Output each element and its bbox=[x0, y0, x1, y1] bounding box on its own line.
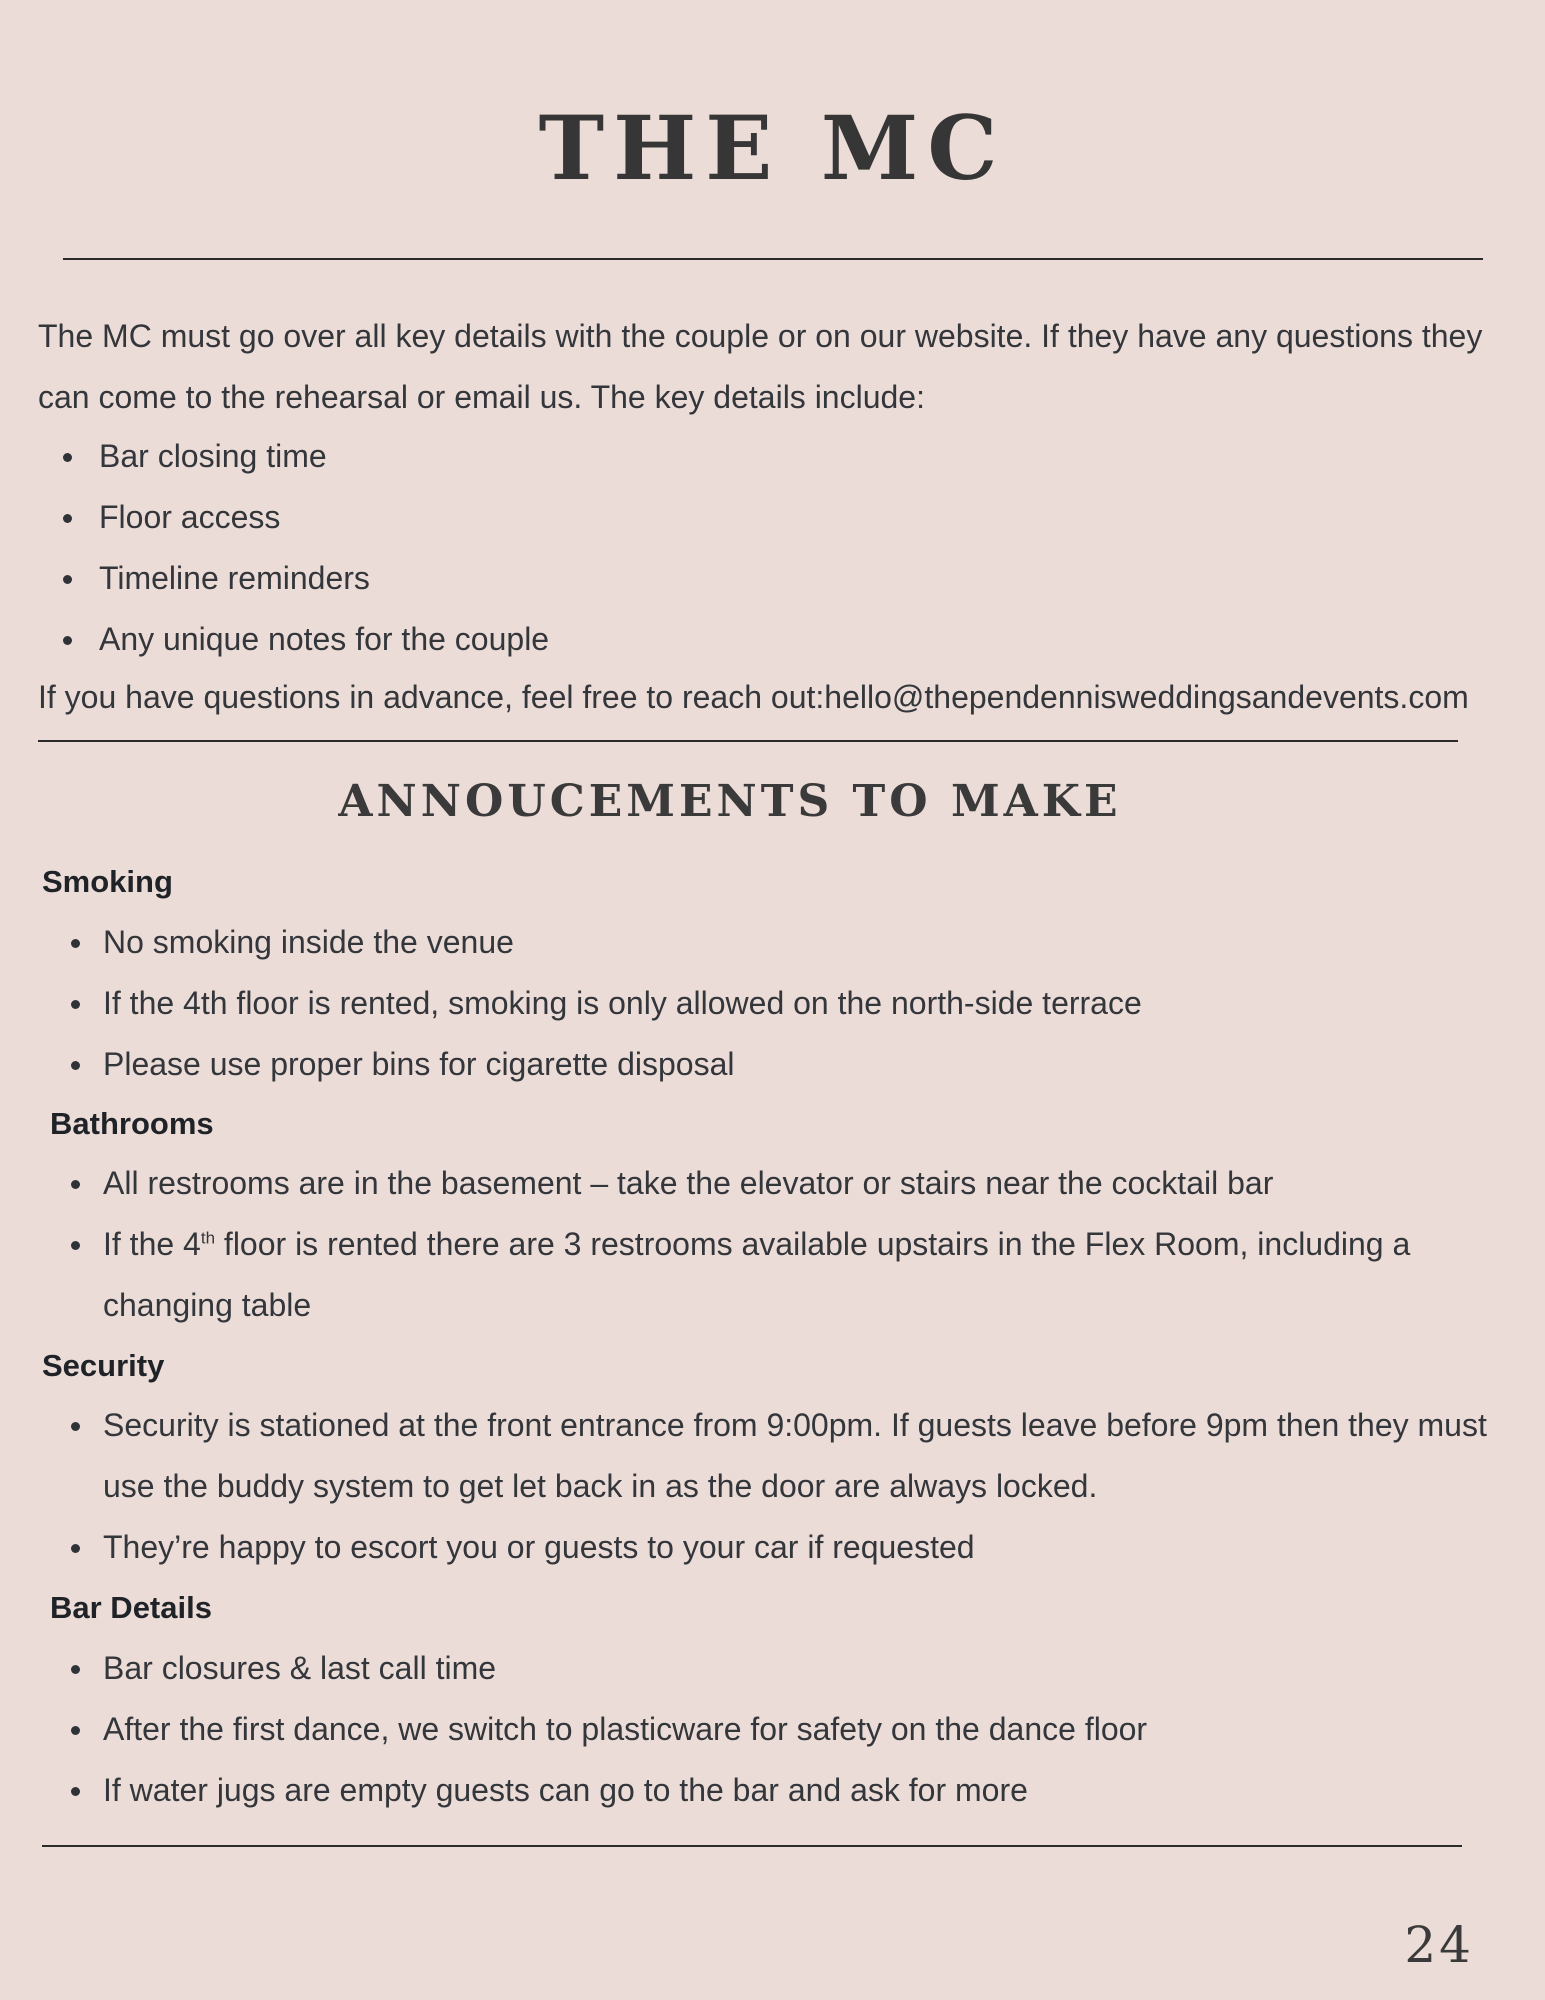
list-item: If water jugs are empty guests can go to the bar and ask for more bbox=[42, 1760, 1492, 1821]
security-heading: Security bbox=[42, 1348, 165, 1383]
smoking-list bbox=[42, 912, 1492, 1095]
security-list bbox=[42, 1395, 1492, 1578]
ordinal-suffix: th bbox=[200, 1228, 216, 1248]
list-item: Bar closures & last call time bbox=[42, 1638, 1492, 1699]
bathrooms-heading: Bathrooms bbox=[50, 1106, 214, 1141]
list-item bbox=[42, 1214, 1492, 1336]
title-divider bbox=[63, 258, 1483, 260]
list-item: All restrooms are in the basement – take the elevator or stairs near the cocktail bar bbox=[42, 1153, 1492, 1214]
list-item: Bar closing time bbox=[38, 426, 1438, 487]
list-item: After the first dance, we switch to plasticware for safety on the dance floor bbox=[42, 1699, 1492, 1760]
list-item: They’re happy to escort you or guests to your car if requested bbox=[42, 1517, 1492, 1578]
announcements-heading: ANNOUCEMENTS TO MAKE bbox=[338, 776, 1122, 827]
smoking-heading: Smoking bbox=[42, 864, 173, 899]
bar-details-heading: Bar Details bbox=[50, 1590, 212, 1625]
page-number: 24 bbox=[1404, 1916, 1474, 1974]
page-title: THE MC bbox=[538, 96, 1007, 200]
bar-details-list bbox=[42, 1638, 1492, 1821]
bottom-divider bbox=[42, 1845, 1462, 1847]
list-item: Please use proper bins for cigarette disposal bbox=[42, 1034, 1492, 1095]
list-item: If the 4th floor is rented, smoking is only allowed on the north-side terrace bbox=[42, 973, 1492, 1034]
key-details-list bbox=[38, 426, 1438, 670]
bathrooms-list bbox=[42, 1153, 1492, 1336]
list-item: Security is stationed at the front entrance from 9:00pm. If guests leave before 9pm then they must use the buddy system to get let back in as the door are always locked. bbox=[42, 1395, 1492, 1517]
list-item: No smoking inside the venue bbox=[42, 912, 1492, 973]
contact-line: If you have questions in advance, feel free to reach out:hello@thependennisweddingsandevents.com bbox=[38, 679, 1469, 715]
item-text: If the 4 bbox=[103, 1226, 201, 1262]
item-text: floor is rented there are 3 restrooms available upstairs in the Flex Room, including a changing table bbox=[103, 1226, 1411, 1323]
list-item: Timeline reminders bbox=[38, 548, 1438, 609]
intro-divider bbox=[38, 740, 1458, 742]
list-item: Floor access bbox=[38, 487, 1438, 548]
list-item: Any unique notes for the couple bbox=[38, 609, 1438, 670]
intro-paragraph: The MC must go over all key details with the couple or on our website. If they have any questions they can come to the rehearsal or email us. The key details include: bbox=[38, 318, 1483, 415]
